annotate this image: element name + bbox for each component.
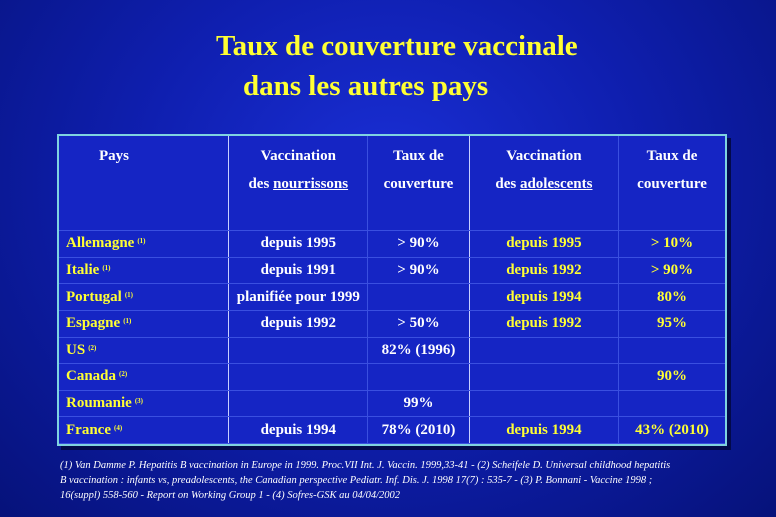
- reference-marker: (1): [123, 317, 132, 326]
- cell-vaccination-adolescents: depuis 1995: [469, 231, 618, 258]
- cell-vaccination-adolescents: depuis 1994: [469, 417, 618, 444]
- cell-taux-nourrissons: > 50%: [368, 310, 470, 337]
- table-row: [59, 284, 725, 311]
- table-row: [59, 390, 725, 417]
- cell-vaccination-nourrissons: [229, 337, 368, 364]
- underlined-adolescents: adolescents: [519, 176, 593, 192]
- coverage-table-frame: [57, 134, 727, 446]
- cell-taux-nourrissons: 99%: [368, 390, 470, 417]
- title-line-2: dans les autres pays: [243, 70, 489, 102]
- cell-vaccination-nourrissons: [229, 390, 368, 417]
- cell-taux-adolescents: > 90%: [619, 257, 725, 284]
- cell-vaccination-adolescents: [469, 390, 618, 417]
- reference-marker: (4): [113, 423, 123, 432]
- cell-taux-adolescents: [619, 337, 725, 364]
- cell-vaccination-adolescents: [469, 337, 618, 364]
- cell-taux-adolescents: > 10%: [619, 231, 725, 258]
- coverage-table: [59, 136, 725, 444]
- cell-taux-adolescents: 90%: [619, 364, 725, 391]
- reference-marker: (3): [134, 397, 144, 406]
- cell-taux-adolescents: 43% (2010): [619, 417, 725, 444]
- reference-marker: (2): [88, 343, 97, 352]
- cell-taux-adolescents: 95%: [619, 310, 725, 337]
- cell-vaccination-nourrissons: depuis 1992: [229, 310, 368, 337]
- header-vaccination-nourrissons: Vaccination des nourrissons: [229, 136, 368, 231]
- header-taux-nourrissons: Taux de couverture: [368, 136, 470, 231]
- cell-taux-nourrissons: [368, 364, 470, 391]
- footnote-line-2: B vaccination : infants vs, preadolescents, the Canadian perspective Pediatr. Inf. Dis. J. 1998 17(7) : 535-7 - (3) P. Bonnani - Vaccine 1998 ;: [60, 475, 653, 486]
- cell-vaccination-adolescents: [469, 364, 618, 391]
- reference-marker: (2): [119, 370, 128, 379]
- cell-pays: Espagne $^{(1)}$: [59, 310, 229, 337]
- cell-vaccination-nourrissons: depuis 1994: [229, 417, 368, 444]
- cell-taux-nourrissons: 82% (1996): [368, 337, 470, 364]
- reference-marker: (1): [137, 237, 146, 246]
- reference-marker: (1): [124, 290, 133, 299]
- title-line-1: Taux de couverture vaccinale: [216, 30, 578, 62]
- cell-vaccination-adolescents: depuis 1994: [469, 284, 618, 311]
- table-row: [59, 310, 725, 337]
- cell-vaccination-adolescents: depuis 1992: [469, 257, 618, 284]
- cell-pays: Roumanie $^{(3)}$: [59, 390, 229, 417]
- header-vaccination-adolescents: Vaccination des adolescents: [469, 136, 618, 231]
- table-header-row: [59, 136, 725, 231]
- cell-pays: Allemagne $^{(1)}$: [59, 231, 229, 258]
- table-body: [59, 231, 725, 444]
- reference-marker: (1): [102, 264, 111, 273]
- cell-taux-nourrissons: 78% (2010): [368, 417, 470, 444]
- cell-pays: US $^{(2)}$: [59, 337, 229, 364]
- cell-vaccination-adolescents: depuis 1992: [469, 310, 618, 337]
- cell-pays: Italie $^{(1)}$: [59, 257, 229, 284]
- cell-vaccination-nourrissons: depuis 1991: [229, 257, 368, 284]
- cell-pays: France $^{(4)}$: [59, 417, 229, 444]
- underlined-nourrissons: nourrissons: [273, 176, 349, 192]
- cell-taux-nourrissons: > 90%: [368, 231, 470, 258]
- table-row: [59, 257, 725, 284]
- cell-taux-adolescents: 80%: [619, 284, 725, 311]
- footnote-line-1: (1) Van Damme P. Hepatitis B vaccination in Europe in 1999. Proc.VII Int. J. Vaccin. 1999,33-41 - (2) Scheifele D. Universal childhood hepatitis: [60, 460, 671, 471]
- cell-vaccination-nourrissons: depuis 1995: [229, 231, 368, 258]
- header-pays: Pays: [59, 136, 229, 231]
- cell-pays: Canada $^{(2)}$: [59, 364, 229, 391]
- cell-taux-nourrissons: > 90%: [368, 257, 470, 284]
- cell-vaccination-nourrissons: [229, 364, 368, 391]
- table-row: [59, 337, 725, 364]
- table-row: [59, 231, 725, 258]
- cell-pays: Portugal $^{(1)}$: [59, 284, 229, 311]
- references-footnote: [60, 458, 760, 503]
- cell-vaccination-nourrissons: planifiée pour 1999: [229, 284, 368, 311]
- cell-taux-adolescents: [619, 390, 725, 417]
- table-row: [59, 364, 725, 391]
- table-row: [59, 417, 725, 444]
- cell-taux-nourrissons: [368, 284, 470, 311]
- footnote-line-3: 16(suppl) 558-560 - Report on Working Group 1 - (4) Sofres-GSK au 04/04/2002: [60, 490, 401, 501]
- header-taux-adolescents: Taux de couverture: [619, 136, 725, 231]
